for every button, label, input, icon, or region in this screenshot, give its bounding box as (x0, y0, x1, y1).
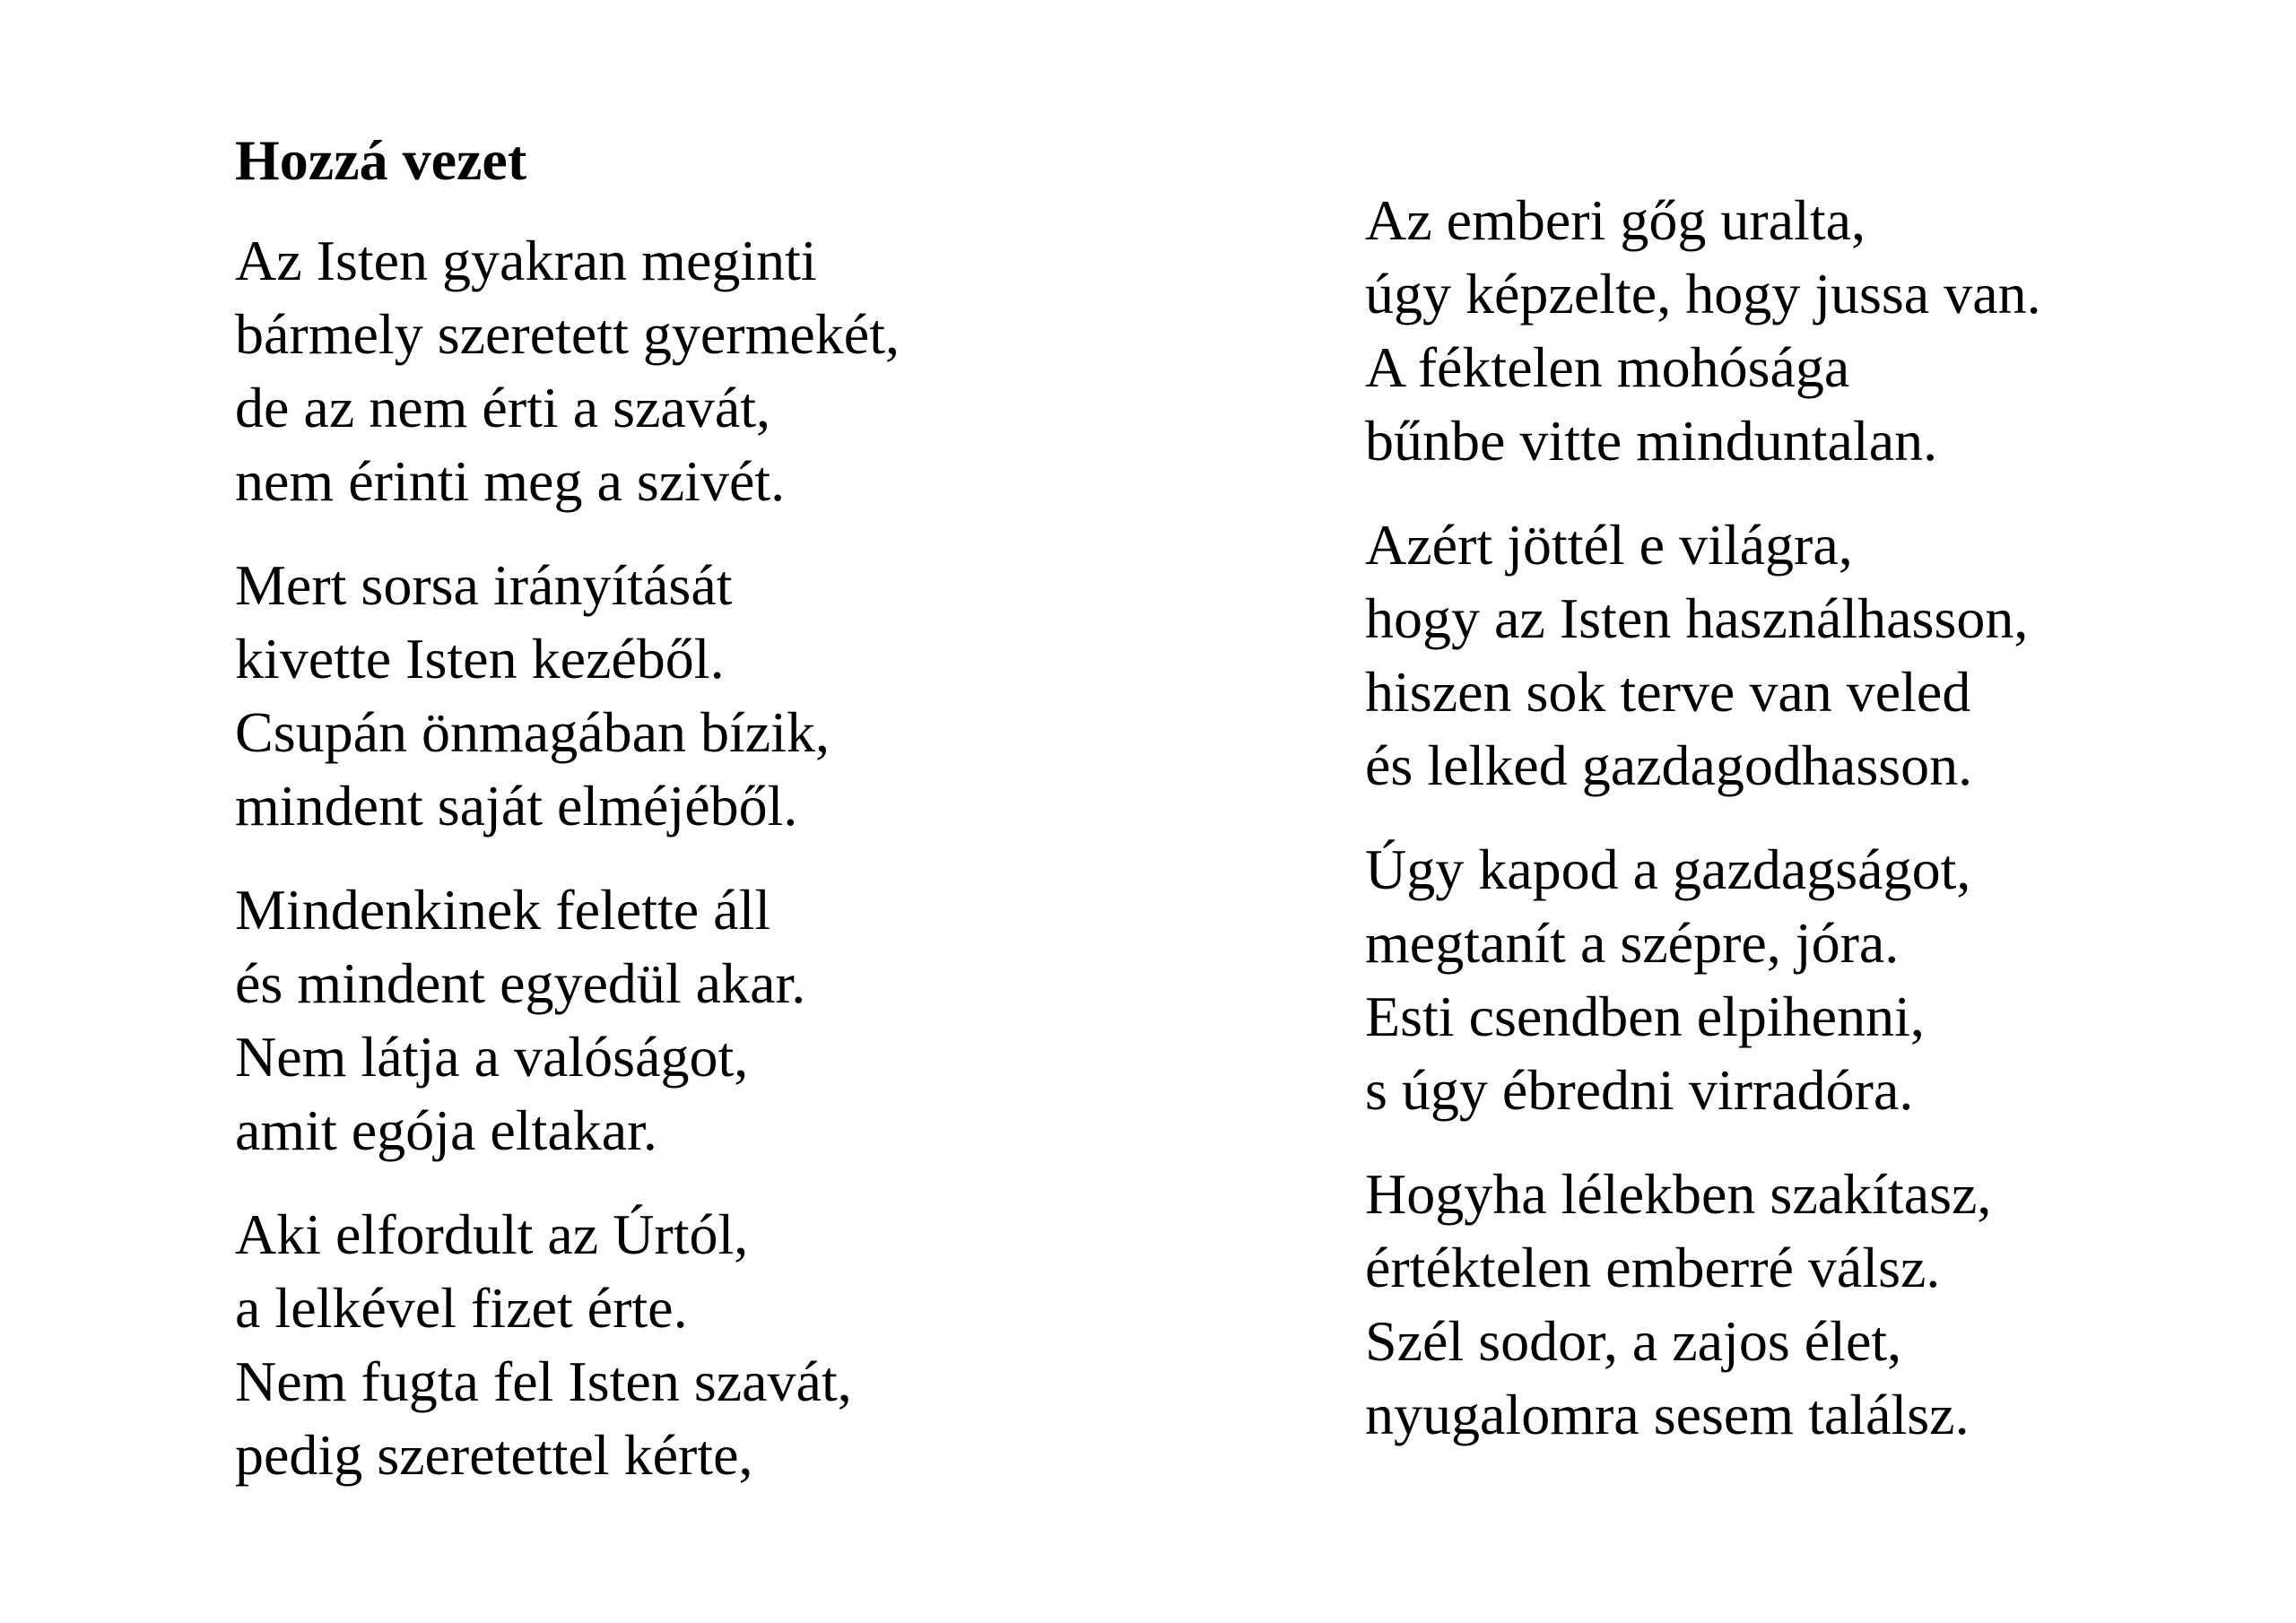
poem-line: Nem látja a valóságot, (235, 1025, 749, 1089)
right-column (1365, 184, 2296, 1482)
stanza-right-4 (1365, 1158, 2296, 1452)
poem-line: kivette Isten kezéből. (235, 627, 725, 690)
stanza-left-3 (235, 873, 1222, 1167)
poem-line: Hogyha lélekben szakítasz, (1365, 1162, 1992, 1226)
poem-title: Hozzá vezet (235, 128, 527, 192)
stanza-left-2 (235, 549, 1222, 843)
poem-line: hogy az Isten használhasson, (1365, 586, 2029, 650)
poem-line: nem érinti meg a szivét. (235, 449, 786, 513)
poem-line: Úgy kapod a gazdagságot, (1365, 838, 1971, 901)
poem-line: bűnbe vitte minduntalan. (1365, 409, 1938, 473)
stanza-right-1 (1365, 184, 2296, 478)
poem-line: és mindent egyedül akar. (235, 951, 806, 1015)
poem-line: mindent saját elméjéből. (235, 774, 798, 838)
stanza-left-4 (235, 1198, 1222, 1492)
poem-line: hiszen sok terve van veled (1365, 660, 1971, 724)
left-column (235, 124, 1222, 1523)
poem-line: bármely szeretett gyermekét, (235, 302, 900, 366)
poem-line: de az nem érti a szavát, (235, 376, 770, 439)
stanza-right-2 (1365, 508, 2296, 803)
poem-line: Esti csendben elpihenni, (1365, 985, 1925, 1048)
poem-line: Mert sorsa irányítását (235, 553, 733, 617)
poem-line: Mindenkinek felette áll (235, 878, 771, 942)
poem-line: pedig szeretettel kérte, (235, 1423, 753, 1487)
poem-line: nyugalomra sesem találsz. (1365, 1383, 1970, 1446)
poem-line: Aki elfordult az Úrtól, (235, 1202, 749, 1266)
poem-line: Nem fugta fel Isten szavát, (235, 1350, 852, 1413)
stanza-left-1 (235, 224, 1222, 518)
poem-line: Csupán önmagában bízik, (235, 700, 830, 764)
poem-line: Az emberi gőg uralta, (1365, 188, 1866, 252)
stanza-right-3 (1365, 833, 2296, 1127)
poem-line: és lelked gazdagodhasson. (1365, 733, 1973, 797)
poem-line: Szél sodor, a zajos élet, (1365, 1309, 1902, 1373)
poem-line: megtanít a szépre, jóra. (1365, 911, 1900, 975)
poem-line: s úgy ébredni virradóra. (1365, 1058, 1914, 1122)
poem-line: Azért jöttél e világra, (1365, 513, 1853, 577)
poem-line: amit egója eltakar. (235, 1098, 657, 1162)
poem-line: értéktelen emberré válsz. (1365, 1236, 1941, 1299)
poem-line: Az Isten gyakran meginti (235, 229, 817, 292)
poem-line: A féktelen mohósága (1365, 335, 1850, 399)
poem-line: úgy képzelte, hogy jussa van. (1365, 262, 2041, 325)
poem-line: a lelkével fizet érte. (235, 1276, 688, 1340)
